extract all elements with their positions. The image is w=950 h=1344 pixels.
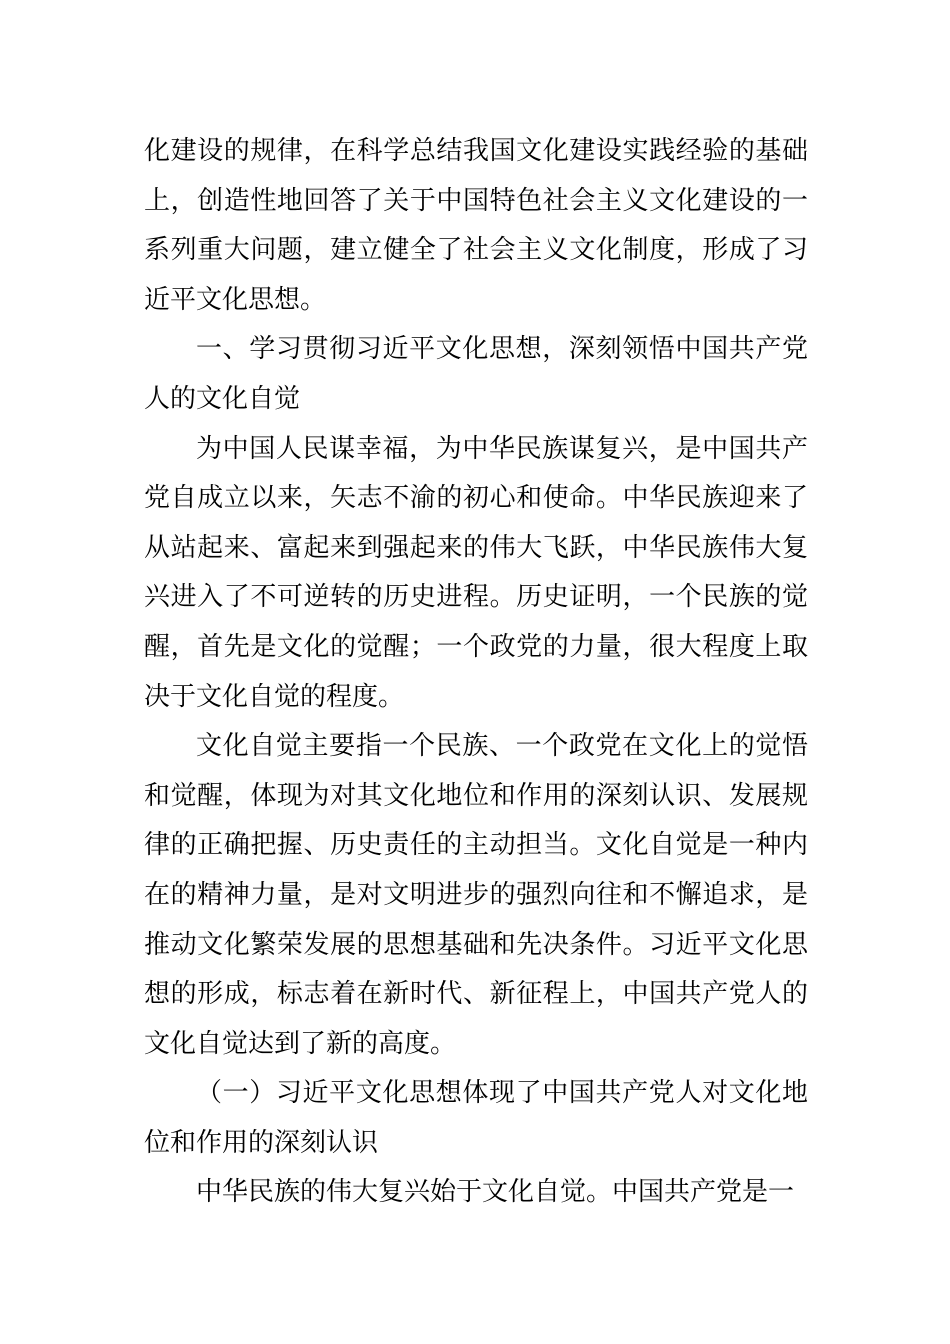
body-paragraph: 中华民族的伟大复兴始于文化自觉。中国共产党是一: [196, 1177, 795, 1208]
body-paragraph: 文化自觉主要指一个民族、一个政党在文化上的觉悟和觉醒，体现为对其文化地位和作用的深刻认识、发展规律的正确把握、历史责任的主动担当。文化自觉是一种内在的精神力量，是对文明进步的强烈向往和不懈追求，是推动文化繁荣发展的思想基础和先决条件。习近平文化思想的形成，标志着在新时代、新征程上，中国共产党人的文化自觉达到了新的高度。: [144, 731, 808, 1059]
section-heading: 一、学习贯彻习近平文化思想，深刻领悟中国共产党人的文化自觉: [144, 334, 808, 414]
subsection-heading: （一）习近平文化思想体现了中国共产党人对文化地位和作用的深刻认识: [144, 1078, 808, 1158]
body-paragraph-continued: 化建设的规律，在科学总结我国文化建设实践经验的基础上，创造性地回答了关于中国特色社会主义文化建设的一系列重大问题，建立健全了社会主义文化制度，形成了习近平文化思想。: [144, 136, 808, 315]
document-body: [144, 127, 808, 1218]
body-paragraph: 为中国人民谋幸福，为中华民族谋复兴，是中国共产党自成立以来，矢志不渝的初心和使命。中华民族迎来了从站起来、富起来到强起来的伟大飞跃，中华民族伟大复兴进入了不可逆转的历史进程。历史证明，一个民族的觉醒，首先是文化的觉醒；一个政党的力量，很大程度上取决于文化自觉的程度。: [144, 433, 808, 712]
